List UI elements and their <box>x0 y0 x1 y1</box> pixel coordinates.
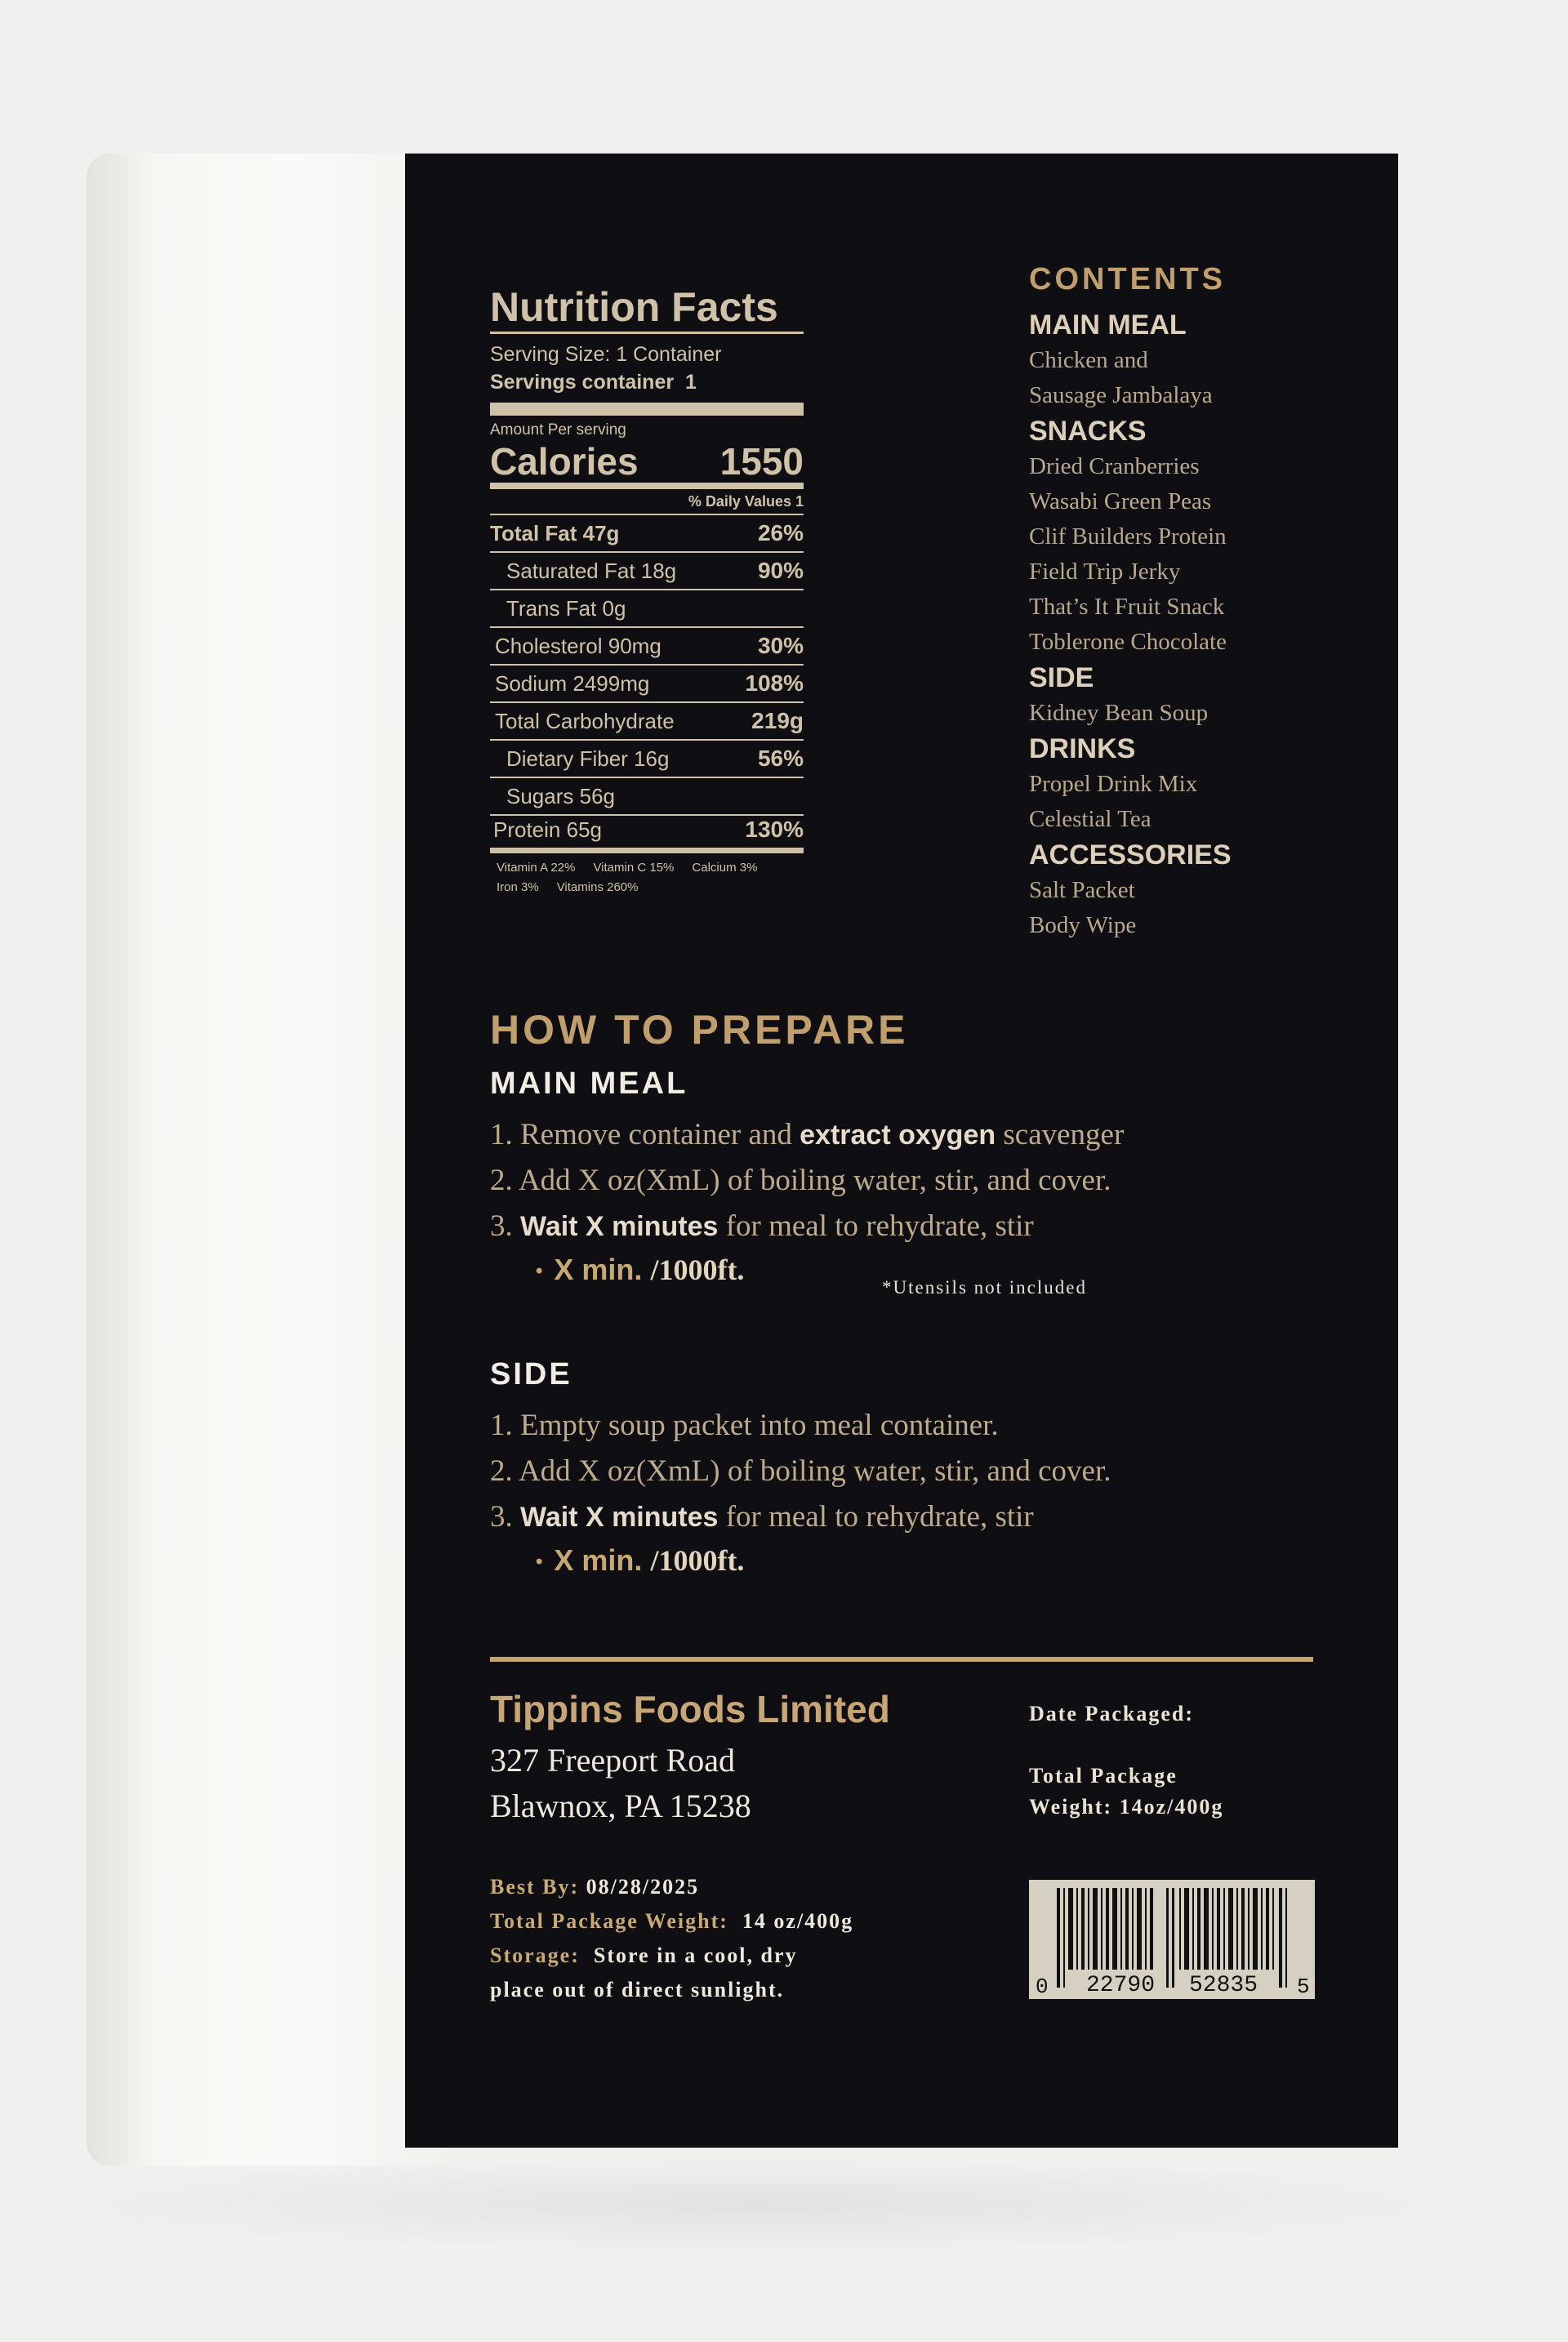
main-step-1: 1. Remove container and extract oxygen scavenger <box>490 1118 1125 1151</box>
nutrient-row: Cholesterol 90mg 30% <box>490 628 804 666</box>
calories-row <box>490 440 804 489</box>
utensils-note: *Utensils not included <box>882 1277 1087 1298</box>
category-accessories: ACCESSORIES <box>1029 839 1232 870</box>
thick-rule <box>490 403 804 416</box>
nutrient-row: Sodium 2499mg 108% <box>490 666 804 703</box>
storage: Storage: Store in a cool, dry <box>490 1944 798 1967</box>
calories-value: 1550 <box>719 440 804 483</box>
list-item: Body Wipe <box>1029 912 1137 938</box>
list-item: That’s It Fruit Snack <box>1029 594 1225 620</box>
nutrient-row: Dietary Fiber 16g 56% <box>490 741 804 778</box>
list-item: Wasabi Green Peas <box>1029 488 1212 514</box>
list-item: Field Trip Jerky <box>1029 559 1181 585</box>
list-item: Sausage Jambalaya <box>1029 382 1213 408</box>
barcode-digit-1: 0 <box>1036 1975 1049 1999</box>
main-meal-heading: MAIN MEAL <box>490 1066 688 1101</box>
barcode-digit-4: 5 <box>1297 1975 1310 1999</box>
divider <box>490 1657 1313 1662</box>
nutrient-row: Saturated Fat 18g 90% <box>490 553 804 590</box>
serving-size: Serving Size: 1 Container <box>490 343 722 366</box>
list-item: Chicken and <box>1029 347 1148 373</box>
servings-container: Servings container 1 <box>490 371 697 394</box>
nutrient-row: Sugars 56g <box>490 778 804 816</box>
company-name: Tippins Foods Limited <box>490 1688 890 1730</box>
category-main-meal: MAIN MEAL <box>1029 309 1187 341</box>
side-step-3: 3. Wait X minutes for meal to rehydrate, stir <box>490 1500 1034 1534</box>
side-bullet-altitude: • X min. /1000ft. <box>536 1543 745 1577</box>
nutrient-row: Trans Fat 0g <box>490 590 804 628</box>
vitamins-line: Vitamin A 22% Vitamin C 15% Calcium 3% Iron 3% Vitamins 260% <box>497 861 758 894</box>
list-item: Kidney Bean Soup <box>1029 700 1209 726</box>
side-heading: SIDE <box>490 1357 572 1391</box>
barcode <box>1029 1880 1315 1999</box>
storage-line-2: place out of direct sunlight. <box>490 1978 785 2001</box>
side-step-2: 2. Add X oz(XmL) of boiling water, stir, and cover. <box>490 1454 1111 1488</box>
side-step-1: 1. Empty soup packet into meal container. <box>490 1409 999 1442</box>
barcode-digits-3: 52835 <box>1189 1973 1258 1998</box>
nutrition-facts-panel <box>490 284 804 897</box>
address-line-2: Blawnox, PA 15238 <box>490 1788 751 1824</box>
list-item: Salt Packet <box>1029 877 1135 903</box>
date-packaged: Date Packaged: <box>1029 1702 1195 1725</box>
category-drinks: DRINKS <box>1029 733 1136 764</box>
contents-list <box>1029 258 1372 943</box>
main-step-2: 2. Add X oz(XmL) of boiling water, stir, and cover. <box>490 1164 1111 1197</box>
barcode-digits-2: 22790 <box>1086 1973 1156 1998</box>
address-line-1: 327 Freeport Road <box>490 1742 735 1779</box>
contents-title: CONTENTS <box>1029 262 1226 296</box>
amount-per-serving: Amount Per serving <box>490 421 626 439</box>
prepare-title: HOW TO PREPARE <box>490 1007 909 1053</box>
total-weight: Total Package Weight: 14 oz/400g <box>490 1909 854 1933</box>
daily-values-header: % Daily Values 1 <box>490 489 804 515</box>
category-side: SIDE <box>1029 662 1094 693</box>
total-package: Total Package <box>1029 1764 1178 1788</box>
nutrient-row: Total Fat 47g 26% <box>490 515 804 553</box>
list-item: Propel Drink Mix <box>1029 771 1198 797</box>
nutrient-row: Total Carbohydrate 219g <box>490 703 804 741</box>
main-bullet-altitude: • X min. /1000ft. <box>536 1253 745 1286</box>
nutrition-title: Nutrition Facts <box>490 284 804 334</box>
list-item: Dried Cranberries <box>1029 453 1200 479</box>
category-snacks: SNACKS <box>1029 416 1147 447</box>
list-item: Toblerone Chocolate <box>1029 629 1227 655</box>
main-step-3: 3. Wait X minutes for meal to rehydrate, stir <box>490 1209 1034 1243</box>
list-item: Clif Builders Protein <box>1029 523 1227 550</box>
best-by: Best By: 08/28/2025 <box>490 1875 700 1899</box>
list-item: Celestial Tea <box>1029 806 1152 832</box>
shadow <box>24 2156 1494 2254</box>
calories-label: Calories <box>490 440 639 483</box>
product-label <box>405 154 1398 2148</box>
weight-right: Weight: 14oz/400g <box>1029 1795 1224 1819</box>
nutrient-row: Protein 65g 130% <box>490 816 804 853</box>
